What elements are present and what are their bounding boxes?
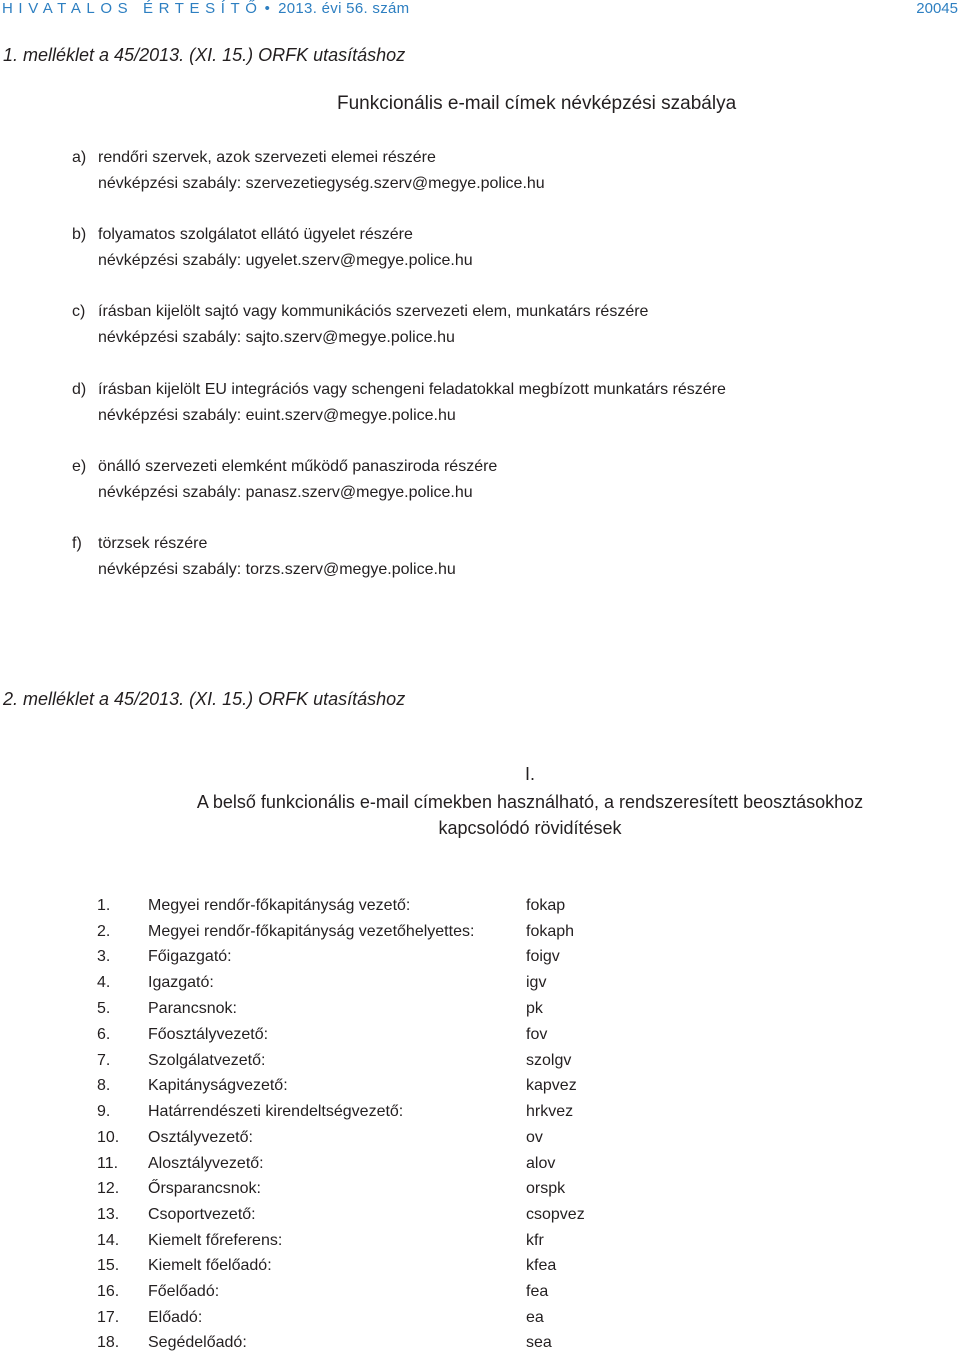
page-number: 20045 xyxy=(916,0,958,17)
section-title-line-1: A belső funkcionális e-mail címekben használható, a rendszeresített beosztásokhoz xyxy=(196,792,864,812)
row-abbreviation: csopvez xyxy=(526,1206,585,1223)
row-abbreviation: kfea xyxy=(526,1257,557,1274)
row-title: Segédelőadó: xyxy=(148,1334,247,1351)
rule-letter: b) xyxy=(72,226,87,243)
journal-issue: 2013. évi 56. szám xyxy=(278,0,410,17)
table-row xyxy=(0,1232,960,1258)
row-abbreviation: ea xyxy=(526,1309,544,1326)
row-title: Alosztályvezető: xyxy=(148,1155,264,1172)
rule-format: névképzési szabály: panasz.szerv@megye.police.hu xyxy=(98,484,473,501)
row-abbreviation: fea xyxy=(526,1283,549,1300)
rule-format: névképzési szabály: euint.szerv@megye.police.hu xyxy=(98,407,456,424)
rule-text: rendőri szervek, azok szervezeti elemei részére xyxy=(98,149,436,166)
row-title: Szolgálatvezető: xyxy=(148,1052,266,1069)
row-number: 10. xyxy=(97,1129,120,1146)
row-title: Osztályvezető: xyxy=(148,1129,253,1146)
row-title: Megyei rendőr-főkapitányság vezető: xyxy=(148,897,411,914)
table-row xyxy=(0,1077,960,1103)
row-abbreviation: orspk xyxy=(526,1180,566,1197)
journal-name: HIVATALOS ÉRTESÍTŐ xyxy=(2,0,263,17)
row-abbreviation: pk xyxy=(526,1000,543,1017)
annex-1-label: 1. melléklet a 45/2013. (XI. 15.) ORFK utasításhoz xyxy=(3,45,406,65)
rule-letter: e) xyxy=(72,458,87,475)
row-number: 7. xyxy=(97,1052,111,1069)
rule-text: írásban kijelölt EU integrációs vagy schengeni feladatokkal megbízott munkatárs részére xyxy=(98,381,726,398)
annex-1-title: Funkcionális e-mail címek névképzési szabálya xyxy=(337,93,737,114)
table-row xyxy=(0,1155,960,1181)
row-title: Csoportvezető: xyxy=(148,1206,256,1223)
row-title: Főigazgató: xyxy=(148,948,232,965)
row-abbreviation: kapvez xyxy=(526,1077,577,1094)
rule-format: névképzési szabály: szervezetiegység.szerv@megye.police.hu xyxy=(98,175,545,192)
row-abbreviation: fokaph xyxy=(526,923,575,940)
row-abbreviation: alov xyxy=(526,1155,556,1172)
table-row xyxy=(0,1309,960,1335)
row-number: 1. xyxy=(97,897,111,914)
row-title: Igazgató: xyxy=(148,974,214,991)
table-row xyxy=(0,1026,960,1052)
row-abbreviation: kfr xyxy=(526,1232,544,1249)
row-number: 3. xyxy=(97,948,111,965)
rule-letter: d) xyxy=(72,381,87,398)
table-row xyxy=(0,1129,960,1155)
rule-format: névképzési szabály: torzs.szerv@megye.police.hu xyxy=(98,561,456,578)
row-title: Előadó: xyxy=(148,1309,203,1326)
table-row xyxy=(0,974,960,1000)
table-row xyxy=(0,1334,960,1360)
row-title: Főelőadó: xyxy=(148,1283,220,1300)
rule-format: névképzési szabály: ugyelet.szerv@megye.police.hu xyxy=(98,252,473,269)
row-abbreviation: foigv xyxy=(526,948,560,965)
row-number: 13. xyxy=(97,1206,120,1223)
row-title: Őrsparancsnok: xyxy=(148,1180,261,1197)
row-title: Főosztályvezető: xyxy=(148,1026,269,1043)
section-numeral: I. xyxy=(524,764,535,784)
row-number: 14. xyxy=(97,1232,120,1249)
row-number: 4. xyxy=(97,974,111,991)
table-row xyxy=(0,1052,960,1078)
table-row xyxy=(0,897,960,923)
row-abbreviation: hrkvez xyxy=(526,1103,574,1120)
rule-letter: c) xyxy=(72,303,86,320)
annex-2-label: 2. melléklet a 45/2013. (XI. 15.) ORFK utasításhoz xyxy=(3,689,406,709)
row-title: Kapitányságvezető: xyxy=(148,1077,288,1094)
rule-text: önálló szervezeti elemként működő panasziroda részére xyxy=(98,458,498,475)
row-title: Határrendészeti kirendeltségvezető: xyxy=(148,1103,404,1120)
table-row xyxy=(0,1103,960,1129)
row-number: 17. xyxy=(97,1309,120,1326)
table-row xyxy=(0,923,960,949)
table-row xyxy=(0,1257,960,1283)
row-title: Megyei rendőr-főkapitányság vezetőhelyettes: xyxy=(148,923,475,940)
header-bullet: • xyxy=(264,0,271,17)
section-title-line-2: kapcsolódó rövidítések xyxy=(438,818,622,838)
table-row xyxy=(0,948,960,974)
row-number: 8. xyxy=(97,1077,111,1094)
rule-text: írásban kijelölt sajtó vagy kommunikációs szervezeti elem, munkatárs részére xyxy=(98,303,649,320)
rule-letter: a) xyxy=(72,149,87,166)
row-number: 16. xyxy=(97,1283,120,1300)
rule-letter: f) xyxy=(72,535,82,552)
row-title: Kiemelt főreferens: xyxy=(148,1232,283,1249)
row-abbreviation: sea xyxy=(526,1334,552,1351)
row-number: 5. xyxy=(97,1000,111,1017)
row-number: 9. xyxy=(97,1103,111,1120)
table-row xyxy=(0,1000,960,1026)
row-abbreviation: fov xyxy=(526,1026,548,1043)
row-abbreviation: igv xyxy=(526,974,547,991)
row-title: Parancsnok: xyxy=(148,1000,237,1017)
row-number: 12. xyxy=(97,1180,120,1197)
table-row xyxy=(0,1180,960,1206)
page-header xyxy=(0,0,960,20)
table-row xyxy=(0,1206,960,1232)
rule-format: névképzési szabály: sajto.szerv@megye.police.hu xyxy=(98,329,455,346)
row-number: 18. xyxy=(97,1334,120,1351)
rule-text: törzsek részére xyxy=(98,535,208,552)
row-title: Kiemelt főelőadó: xyxy=(148,1257,272,1274)
journal-title xyxy=(2,0,409,17)
rule-text: folyamatos szolgálatot ellátó ügyelet részére xyxy=(98,226,413,243)
row-number: 6. xyxy=(97,1026,111,1043)
table-row xyxy=(0,1283,960,1309)
row-abbreviation: ov xyxy=(526,1129,543,1146)
row-number: 11. xyxy=(97,1155,119,1172)
row-abbreviation: fokap xyxy=(526,897,566,914)
row-number: 2. xyxy=(97,923,111,940)
row-abbreviation: szolgv xyxy=(526,1052,572,1069)
row-number: 15. xyxy=(97,1257,120,1274)
